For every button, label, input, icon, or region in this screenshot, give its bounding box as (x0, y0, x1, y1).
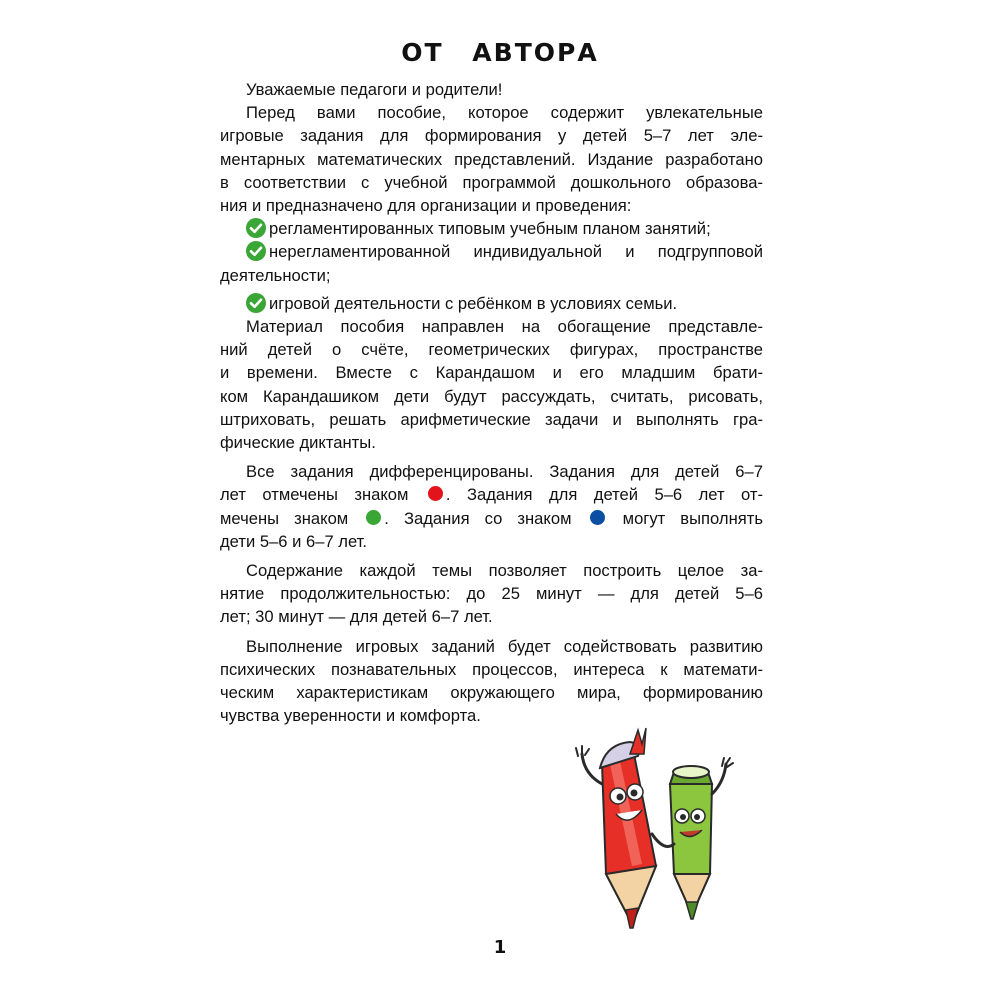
text-line (220, 507, 763, 530)
greeting: Уважаемые педагоги и родители! (246, 80, 503, 99)
blue-marker-dot (590, 510, 605, 525)
text-line: фические диктанты. (220, 433, 376, 453)
text-line: Материал пособия направлен на обогащение представле- (246, 317, 763, 337)
pencil-characters-illustration (572, 724, 742, 936)
text-line: штриховать, решать арифметические задачи и выполнять гра- (220, 409, 763, 429)
text-line: в соответствии с учебной программой дошкольного образова- (220, 172, 763, 192)
duration-paragraph (220, 559, 763, 629)
check-circle-icon (246, 218, 266, 238)
page-title: ОТ АВТОРА (401, 38, 599, 67)
text-line: Содержание каждой темы позволяет построить целое за- (246, 561, 763, 581)
text-line: Выполнение игровых заданий будет содействовать развитию (246, 636, 763, 656)
green-marker-dot (366, 510, 381, 525)
bullet-text: нерегламентированной индивидуальной и подгрупповой (269, 242, 763, 262)
material-paragraph (220, 315, 763, 454)
text-fragment: мечены знаком (220, 508, 349, 528)
text-line: Все задания дифференцированы. Задания для детей 6–7 (246, 462, 763, 482)
author-text (220, 78, 763, 727)
text-line: Перед вами пособие, которое содержит увлекательные (246, 103, 763, 123)
text-line: нятие продолжительностью: до 25 минут — для детей 5–6 (220, 584, 763, 604)
outcome-paragraph (220, 635, 763, 728)
text-fragment: лет отмечены знаком (220, 485, 409, 505)
text-line: чувства уверенности и комфорта. (220, 706, 481, 726)
bullet-item (220, 240, 763, 263)
text-line: психических познавательных процессов, интереса к математи- (220, 659, 763, 679)
red-marker-dot (428, 486, 443, 501)
text-line: ний детей о счёте, геометрических фигурах, пространстве (220, 340, 763, 360)
text-line: лет; 30 минут — для детей 6–7 лет. (220, 607, 493, 627)
text-fragment: . Задания для детей 5–6 лет от- (445, 485, 763, 505)
bullet-item (220, 292, 763, 315)
text-line: дети 5–6 и 6–7 лет. (220, 531, 368, 551)
page-number: 1 (493, 937, 507, 958)
text-fragment: могут выполнять (622, 508, 763, 528)
green-pencil-character (670, 758, 733, 919)
bullet-text: игровой деятельности с ребёнком в условиях семьи. (269, 293, 678, 313)
bullet-text-continuation: деятельности; (220, 265, 331, 285)
check-circle-icon (246, 293, 266, 313)
red-pencil-character (576, 728, 674, 928)
check-circle-icon (246, 241, 266, 261)
text-fragment: . Задания со знаком (384, 508, 572, 528)
text-line: ния и предназначено для организации и проведения: (220, 196, 632, 216)
tasks-paragraph (220, 460, 763, 553)
text-line: ком Карандашиком дети будут рассуждать, считать, рисовать, (220, 386, 763, 406)
text-line: ментарных математических представлений. Издание разработано (220, 149, 763, 169)
bullet-item (220, 217, 763, 240)
text-line: игровые задания для формирования у детей 5–7 лет эле- (220, 126, 763, 146)
text-line: и времени. Вместе с Карандашом и его младшим брати- (220, 363, 763, 383)
text-line: ческим характеристикам окружающего мира, формированию (220, 683, 763, 703)
text-line (220, 483, 763, 506)
intro-paragraph (220, 101, 763, 217)
bullet-text: регламентированных типовым учебным планом занятий; (269, 219, 711, 239)
